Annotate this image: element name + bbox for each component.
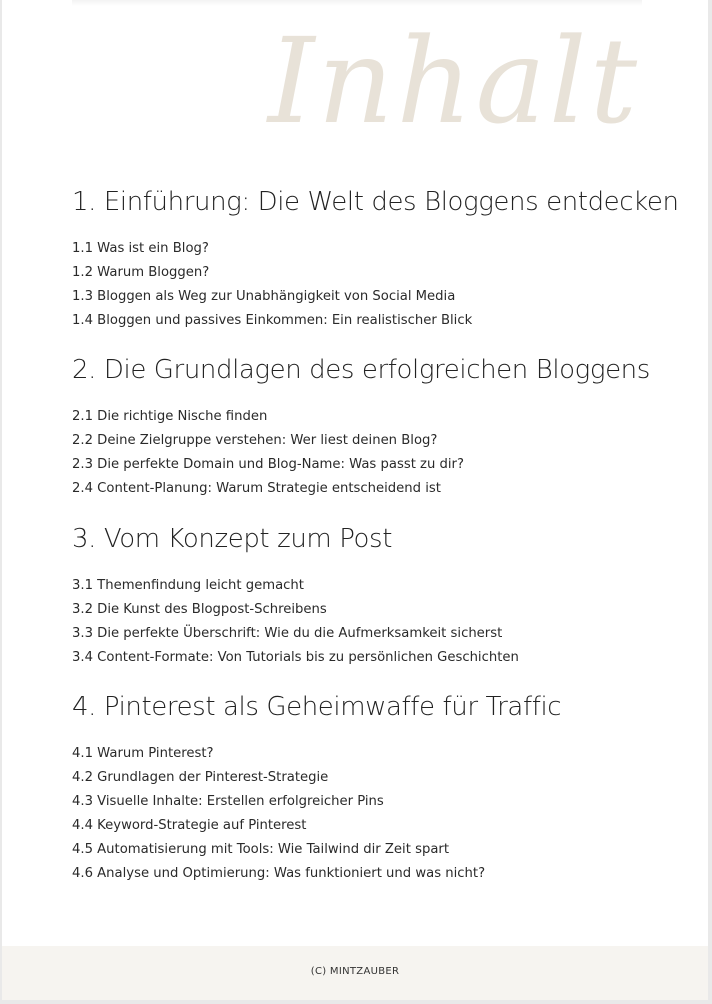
list-item: 3.2 Die Kunst des Blogpost-Schreibens xyxy=(72,602,327,617)
section-item-list xyxy=(72,574,672,670)
list-item: 1.2 Warum Bloggen? xyxy=(72,265,210,280)
section-item-list xyxy=(72,405,672,501)
list-item: 3.3 Die perfekte Überschrift: Wie du die Aufmerksamkeit sicherst xyxy=(72,626,503,641)
document-page xyxy=(2,0,708,1000)
section-3 xyxy=(72,523,672,670)
list-item: 2.2 Deine Zielgruppe verstehen: Wer liest deinen Blog? xyxy=(72,433,438,448)
section-4 xyxy=(72,691,672,886)
section-heading: 3. Vom Konzept zum Post xyxy=(72,524,393,554)
page-footer xyxy=(2,946,708,1000)
section-heading: 2. Die Grundlagen des erfolgreichen Bloggens xyxy=(72,355,650,385)
section-2 xyxy=(72,354,672,501)
section-heading: 4. Pinterest als Geheimwaffe für Traffic xyxy=(72,692,562,722)
copyright-text: (C) MINTZAUBER xyxy=(310,966,400,977)
section-1 xyxy=(72,186,679,333)
list-item: 4.6 Analyse und Optimierung: Was funktioniert und was nicht? xyxy=(72,866,486,881)
list-item: 4.1 Warum Pinterest? xyxy=(72,746,214,761)
list-item: 4.3 Visuelle Inhalte: Erstellen erfolgreicher Pins xyxy=(72,794,384,809)
list-item: 1.4 Bloggen und passives Einkommen: Ein realistischer Blick xyxy=(72,313,473,328)
section-heading: 1. Einführung: Die Welt des Bloggens entdecken xyxy=(72,187,679,217)
list-item: 2.3 Die perfekte Domain und Blog-Name: Was passt zu dir? xyxy=(72,457,464,472)
list-item: 3.1 Themenfindung leicht gemacht xyxy=(72,578,304,593)
list-item: 2.1 Die richtige Nische finden xyxy=(72,409,268,424)
list-item: 3.4 Content-Formate: Von Tutorials bis zu persönlichen Geschichten xyxy=(72,650,519,665)
list-item: 1.3 Bloggen als Weg zur Unabhängigkeit von Social Media xyxy=(72,289,456,304)
section-item-list xyxy=(72,237,672,333)
list-item: 4.2 Grundlagen der Pinterest-Strategie xyxy=(72,770,329,785)
list-item: 2.4 Content-Planung: Warum Strategie entscheidend ist xyxy=(72,481,441,496)
page-title: Inhalt xyxy=(267,12,640,150)
list-item: 4.5 Automatisierung mit Tools: Wie Tailwind dir Zeit spart xyxy=(72,842,449,857)
list-item: 4.4 Keyword-Strategie auf Pinterest xyxy=(72,818,307,833)
top-shadow xyxy=(72,0,642,6)
section-item-list xyxy=(72,742,672,886)
list-item: 1.1 Was ist ein Blog? xyxy=(72,241,209,256)
